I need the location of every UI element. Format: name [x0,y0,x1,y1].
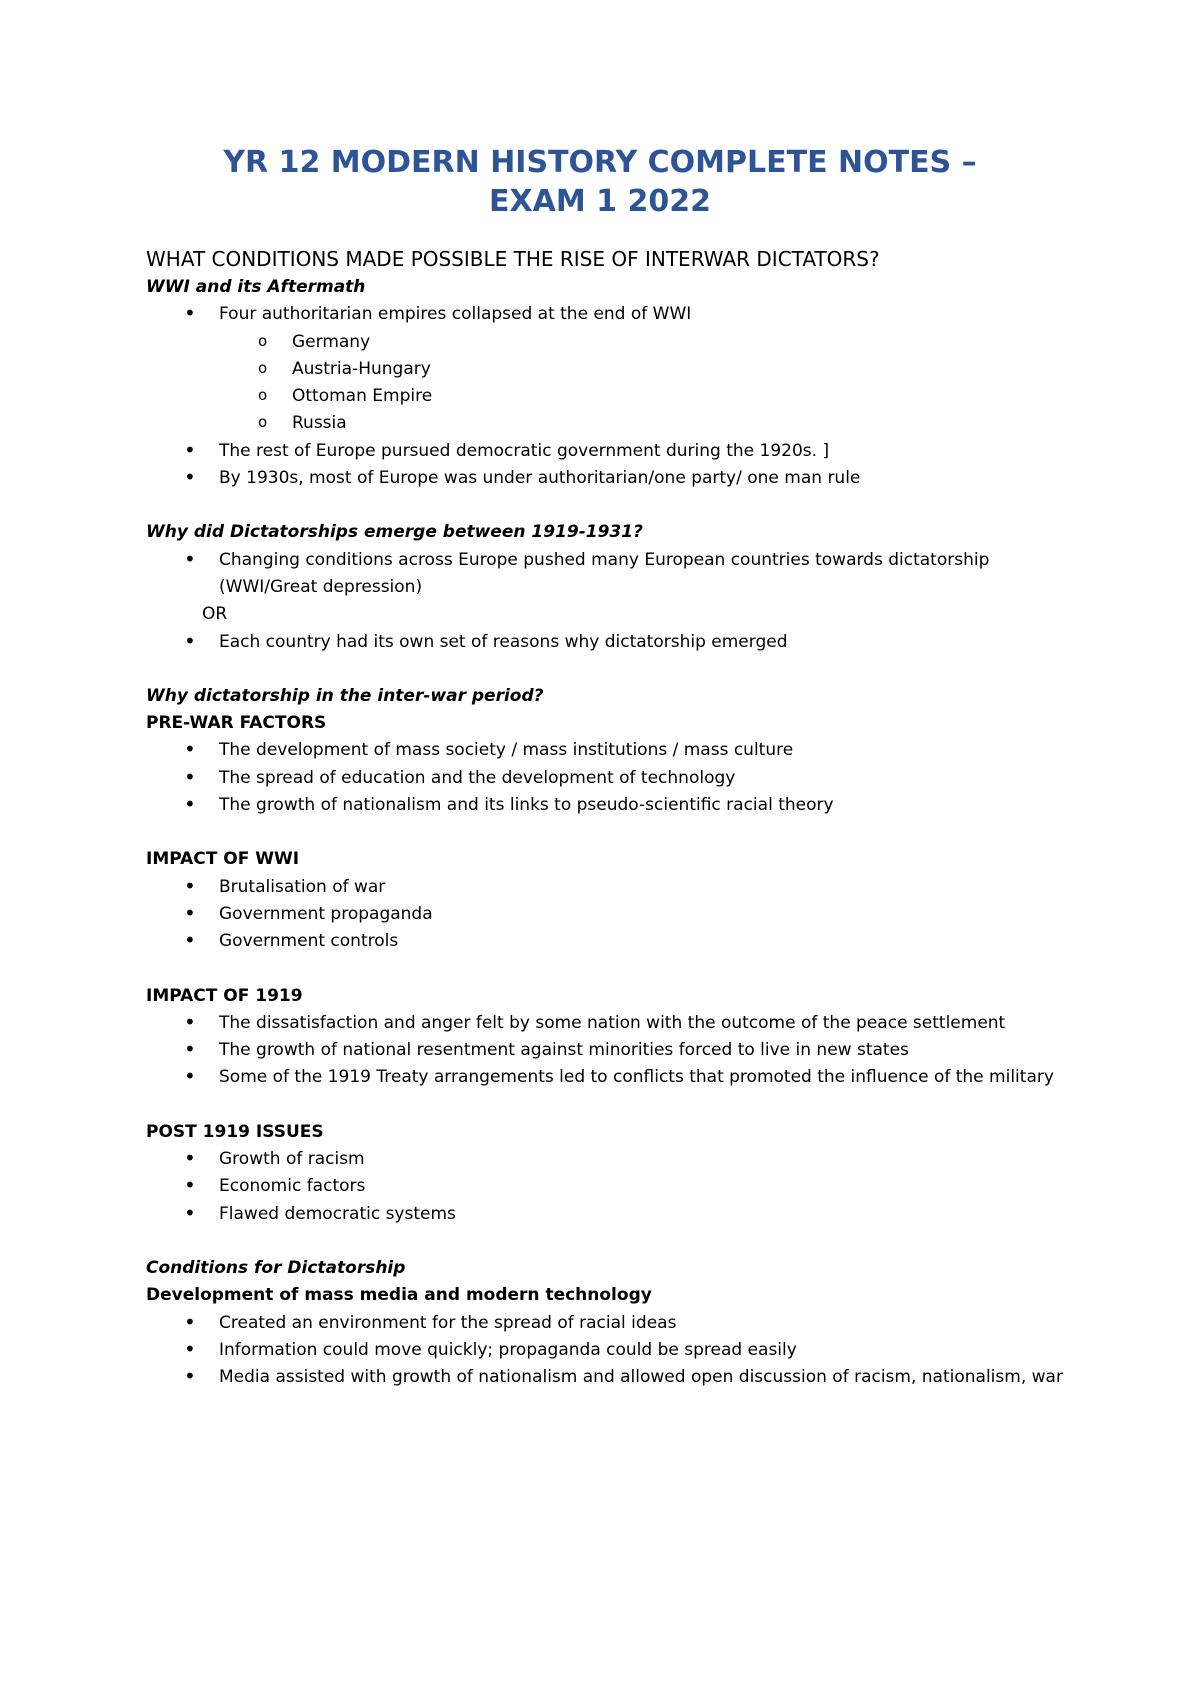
section-heading-conditions-for-dictatorship: Conditions for Dictatorship [146,1257,406,1278]
list-item: • Each country had its own set of reasons why dictatorship emerged [146,629,1086,656]
list-item: • Economic factors [146,1173,1086,1200]
list-item: • Changing conditions across Europe pushed many European countries towards dictatorship (WWI/Great depression) [146,547,1086,602]
subheading-impact-of-1919: IMPACT OF 1919 [146,985,303,1006]
bullet-list [146,1146,1086,1228]
document-title [0,143,1200,221]
sub-list-item: o Germany [146,329,1086,356]
list-item: • Growth of racism [146,1146,1086,1173]
sub-list-item: o Ottoman Empire [146,383,1086,410]
list-item: • Brutalisation of war [146,874,1086,901]
bullet-list [146,301,1086,492]
list-item: • The development of mass society / mass institutions / mass culture [146,737,1086,764]
bullet-list [146,629,1086,656]
list-item: • Created an environment for the spread of racial ideas [146,1310,1086,1337]
section-heading-dictatorships-emerge: Why did Dictatorships emerge between 1919-1931? [146,522,643,543]
list-item: • Some of the 1919 Treaty arrangements led to conflicts that promoted the influence of the military [146,1064,1086,1091]
bullet-list [146,1010,1086,1092]
or-label: OR [202,604,228,625]
list-item: • The growth of national resentment against minorities forced to live in new states [146,1037,1086,1064]
subheading-pre-war-factors: PRE-WAR FACTORS [146,713,327,734]
sub-list-item: o Russia [146,410,1086,437]
sub-list-item: o Austria-Hungary [146,356,1086,383]
question-heading: WHAT CONDITIONS MADE POSSIBLE THE RISE OF INTERWAR DICTATORS? [146,247,880,271]
title-line-1: YR 12 MODERN HISTORY COMPLETE NOTES – [223,145,977,180]
list-item: • The spread of education and the development of technology [146,765,1086,792]
list-item: • Four authoritarian empires collapsed at the end of WWI [146,301,1086,328]
list-item: • The dissatisfaction and anger felt by some nation with the outcome of the peace settlement [146,1010,1086,1037]
list-item: • Information could move quickly; propaganda could be spread easily [146,1337,1086,1364]
title-line-2: EXAM 1 2022 [489,184,711,219]
list-item: • By 1930s, most of Europe was under authoritarian/one party/ one man rule [146,465,1086,492]
list-item: • Government controls [146,928,1086,955]
bullet-list [146,737,1086,819]
document-body [146,244,1086,1391]
list-item: • The growth of nationalism and its links to pseudo-scientific racial theory [146,792,1086,819]
subheading-post-1919-issues: POST 1919 ISSUES [146,1121,324,1142]
list-item: • Government propaganda [146,901,1086,928]
section-heading-inter-war-period: Why dictatorship in the inter-war period? [146,685,544,706]
section-heading-wwi-aftermath: WWI and its Aftermath [146,277,366,297]
bullet-list [146,1310,1086,1392]
subheading-mass-media: Development of mass media and modern technology [146,1285,652,1306]
bullet-list [146,874,1086,956]
list-item: • Flawed democratic systems [146,1201,1086,1228]
list-item: • The rest of Europe pursued democratic government during the 1920s. ] [146,438,1086,465]
bullet-list [146,547,1086,602]
list-item: • Media assisted with growth of nationalism and allowed open discussion of racism, nationalism, war [146,1364,1086,1391]
subheading-impact-of-wwi: IMPACT OF WWI [146,849,300,870]
